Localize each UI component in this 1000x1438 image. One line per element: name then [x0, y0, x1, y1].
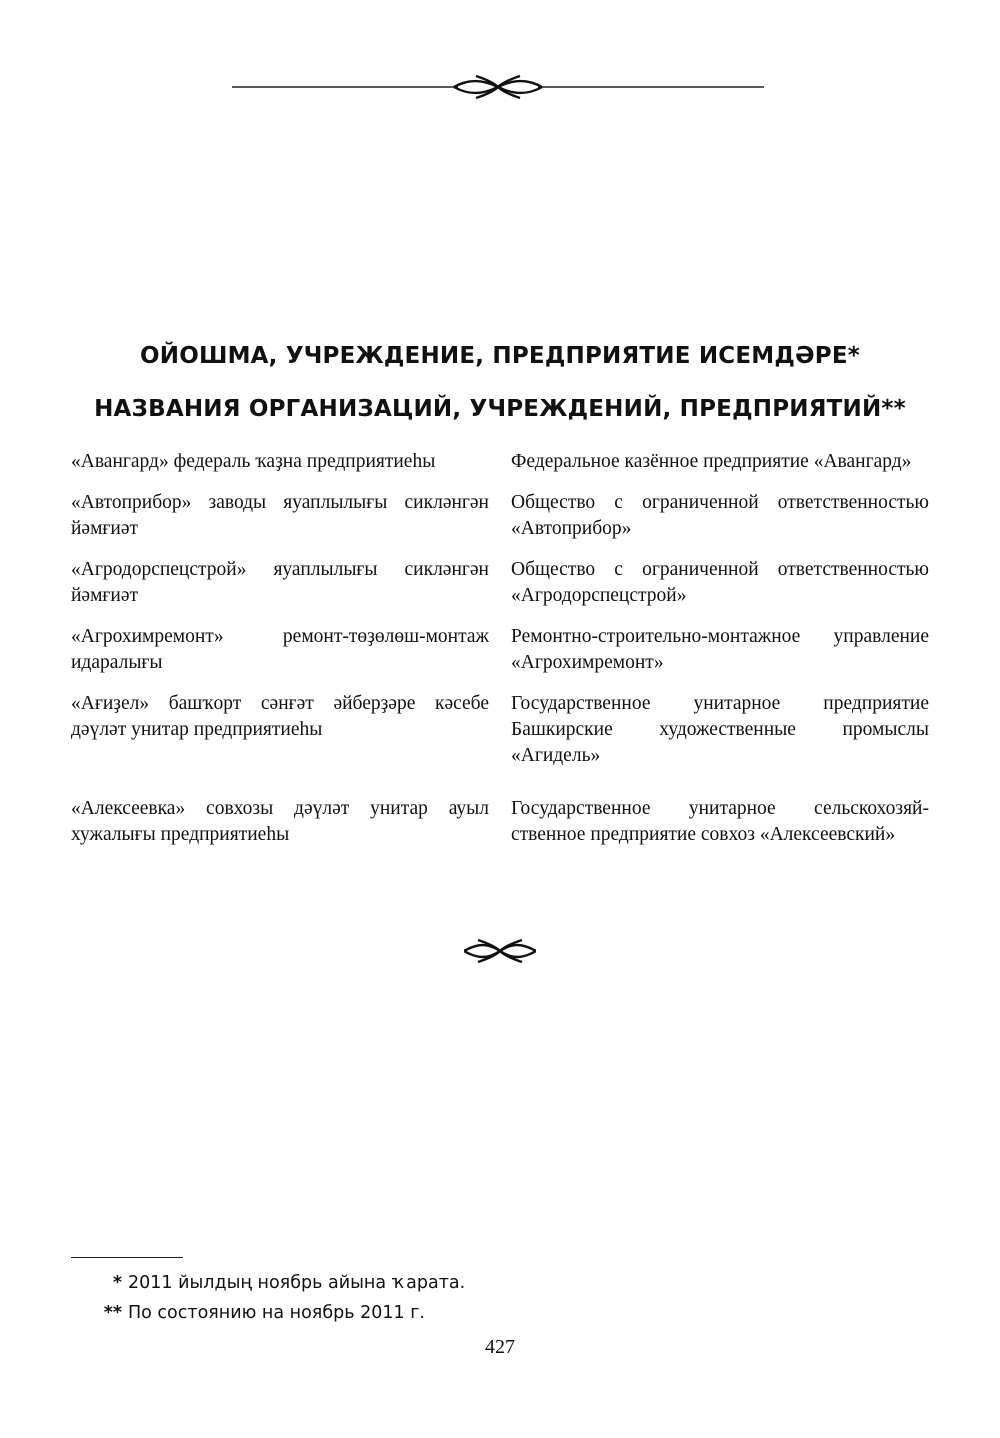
russian-name: Государственное унитарное предприятие Башкирские художественные промыслы «Агидель»	[511, 693, 929, 766]
table-row	[71, 557, 929, 609]
table-row	[71, 624, 929, 676]
footnote-mark: **	[103, 1303, 122, 1323]
bashkir-name: «Автоприбор» заводы яуаплылығы сикләнгән йәмғиәт	[71, 492, 489, 539]
table-row	[71, 691, 929, 769]
russian-name: Общество с ограниченной ответственностью «Автоприбор»	[511, 492, 929, 539]
footnote	[96, 1268, 465, 1298]
table-row	[71, 490, 929, 542]
title-bashkir: ОЙОШМА, УЧРЕЖДЕНИЕ, ПРЕДПРИЯТИЕ ИСЕМДӘРЕ*	[140, 343, 860, 369]
footnote-mark: *	[112, 1273, 122, 1293]
footnote-rule	[71, 1257, 183, 1258]
footnote-text: 2011 йылдың ноябрь айына ҡарата.	[128, 1273, 466, 1293]
russian-name: Общество с ограниченной ответственностью «Агродорспецстрой»	[511, 559, 929, 606]
footnotes	[96, 1268, 465, 1328]
russian-name: Федеральное казённое предприятие «Авангард»	[511, 451, 912, 472]
bashkir-name: «Агродорспецстрой» яуаплылығы сикләнгән йәмғиәт	[71, 559, 489, 606]
top-ornament-divider-icon	[232, 70, 764, 104]
title-russian: НАЗВАНИЯ ОРГАНИЗАЦИЙ, УЧРЕЖДЕНИЙ, ПРЕДПРИЯТИЙ**	[94, 396, 906, 422]
bashkir-name: «Алексеевка» совхозы дәүләт унитар ауыл хужалығы предприятиеһы	[71, 798, 489, 845]
names-table	[71, 449, 929, 848]
footnote-text: По состоянию на ноябрь 2011 г.	[128, 1303, 425, 1323]
page-number: 427	[485, 1336, 515, 1358]
table-row	[71, 796, 929, 848]
russian-name: Государственное унитарное сельскохозяйственное предприятие совхоз «Алексеевский»	[511, 798, 929, 845]
bashkir-name: «Авангард» федераль ҡаҙна предприятиеһы	[71, 451, 436, 472]
end-ornament-icon	[464, 934, 536, 968]
bashkir-name: «Ағиҙел» башҡорт сәнғәт әйберҙәре кәсебе дәүләт унитар предприятиеһы	[71, 693, 489, 740]
section-titles	[0, 340, 1000, 425]
bashkir-name: «Агрохимремонт» ремонт-төҙөлөш-монтаж идаралығы	[71, 626, 489, 673]
russian-name: Ремонтно-строительно-монтажное управление «Агрохимремонт»	[511, 626, 929, 673]
table-row	[71, 449, 929, 475]
footnote	[96, 1298, 465, 1328]
